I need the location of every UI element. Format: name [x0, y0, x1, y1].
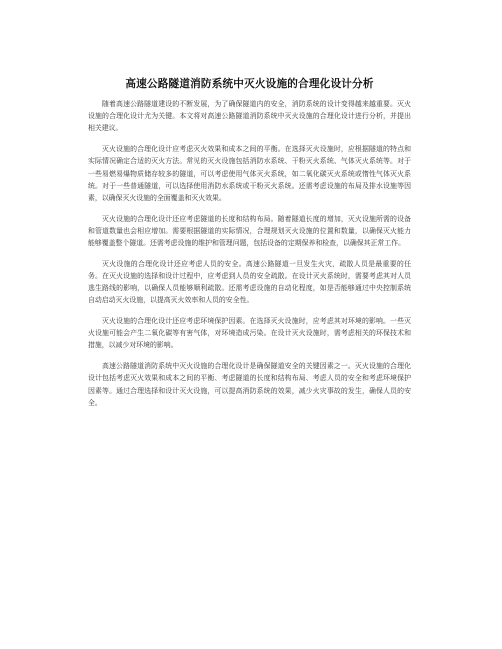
- paragraph-personnel-safety: 灭火设施的合理化设计还应考虑人员的安全。高速公路隧道一旦发生火灾，疏散人员是最重要的任务。在灭火设施的选择和设计过程中，应考虑到人员的安全疏散。在设计灭火系统时，需要考虑其对人员逃生路线的影响，以确保人员能够顺利疏散。还需考虑设施的自动化程度，如是否能够通过中央控制系统自动启动灭火设施，以提高灭火效率和人员的安全性。: [88, 259, 411, 305]
- paragraph-conclusion: 高速公路隧道消防系统中灭火设施的合理化设计是确保隧道安全的关键因素之一。灭火设施的合理化设计包括考虑灭火效果和成本之间的平衡、考虑隧道的长度和结构布局、考虑人员的安全和考虑环境保护因素等。通过合理选择和设计灭火设施，可以提高消防系统的效果，减少火灾事故的发生，确保人员的安全。: [88, 362, 411, 407]
- paragraph-length-layout: 灭火设施的合理化设计还应考虑隧道的长度和结构布局。随着隧道长度的增加，灭火设施所需的设备和管道数量也会相应增加。需要根据隧道的实际情况，合理规划灭火设施的位置和数量，以确保灭火能力能够覆盖整个隧道。还需考虑设施的维护和管理问题，包括设备的定期保养和检查，以确保其正常工作。: [88, 214, 411, 248]
- document-title: 高速公路隧道消防系统中灭火设施的合理化设计分析: [125, 78, 374, 90]
- paragraph-environment: 灭火设施的合理化设计还应考虑环境保护因素。在选择灭火设施时，应考虑其对环境的影响。一些灭火设施可能会产生二氧化碳等有害气体，对环境造成污染。在设计灭火设施时，需考虑相关的环保技术和措施，以减少对环境的影响。: [88, 317, 411, 350]
- document-page: [88, 77, 411, 417]
- paragraph-intro: 随着高速公路隧道建设的不断发展，为了确保隧道内的安全，消防系统的设计变得越来越重要。灭火设施的合理化设计尤为关键。本文将对高速公路隧道消防系统中灭火设施的合理化设计进行分析，并提出相关建议。: [88, 100, 411, 133]
- paragraph-effect-cost: 灭火设施的合理化设计应考虑灭火效果和成本之间的平衡。在选择灭火设施时，应根据隧道的特点和实际情况确定合适的灭火方法。常见的灭火设施包括消防水系统、干粉灭火系统、气体灭火系统等。对于一些易燃易爆物质储存较多的隧道，可以考虑使用气体灭火系统，如二氧化碳灭火系统或惰性气体灭火系统。对于一些普通隧道，可以选择使用消防水系统或干粉灭火系统。还需考虑设施的布局及排水设施等因素，以确保灭火设施的全面覆盖和灭火效果。: [88, 145, 411, 202]
